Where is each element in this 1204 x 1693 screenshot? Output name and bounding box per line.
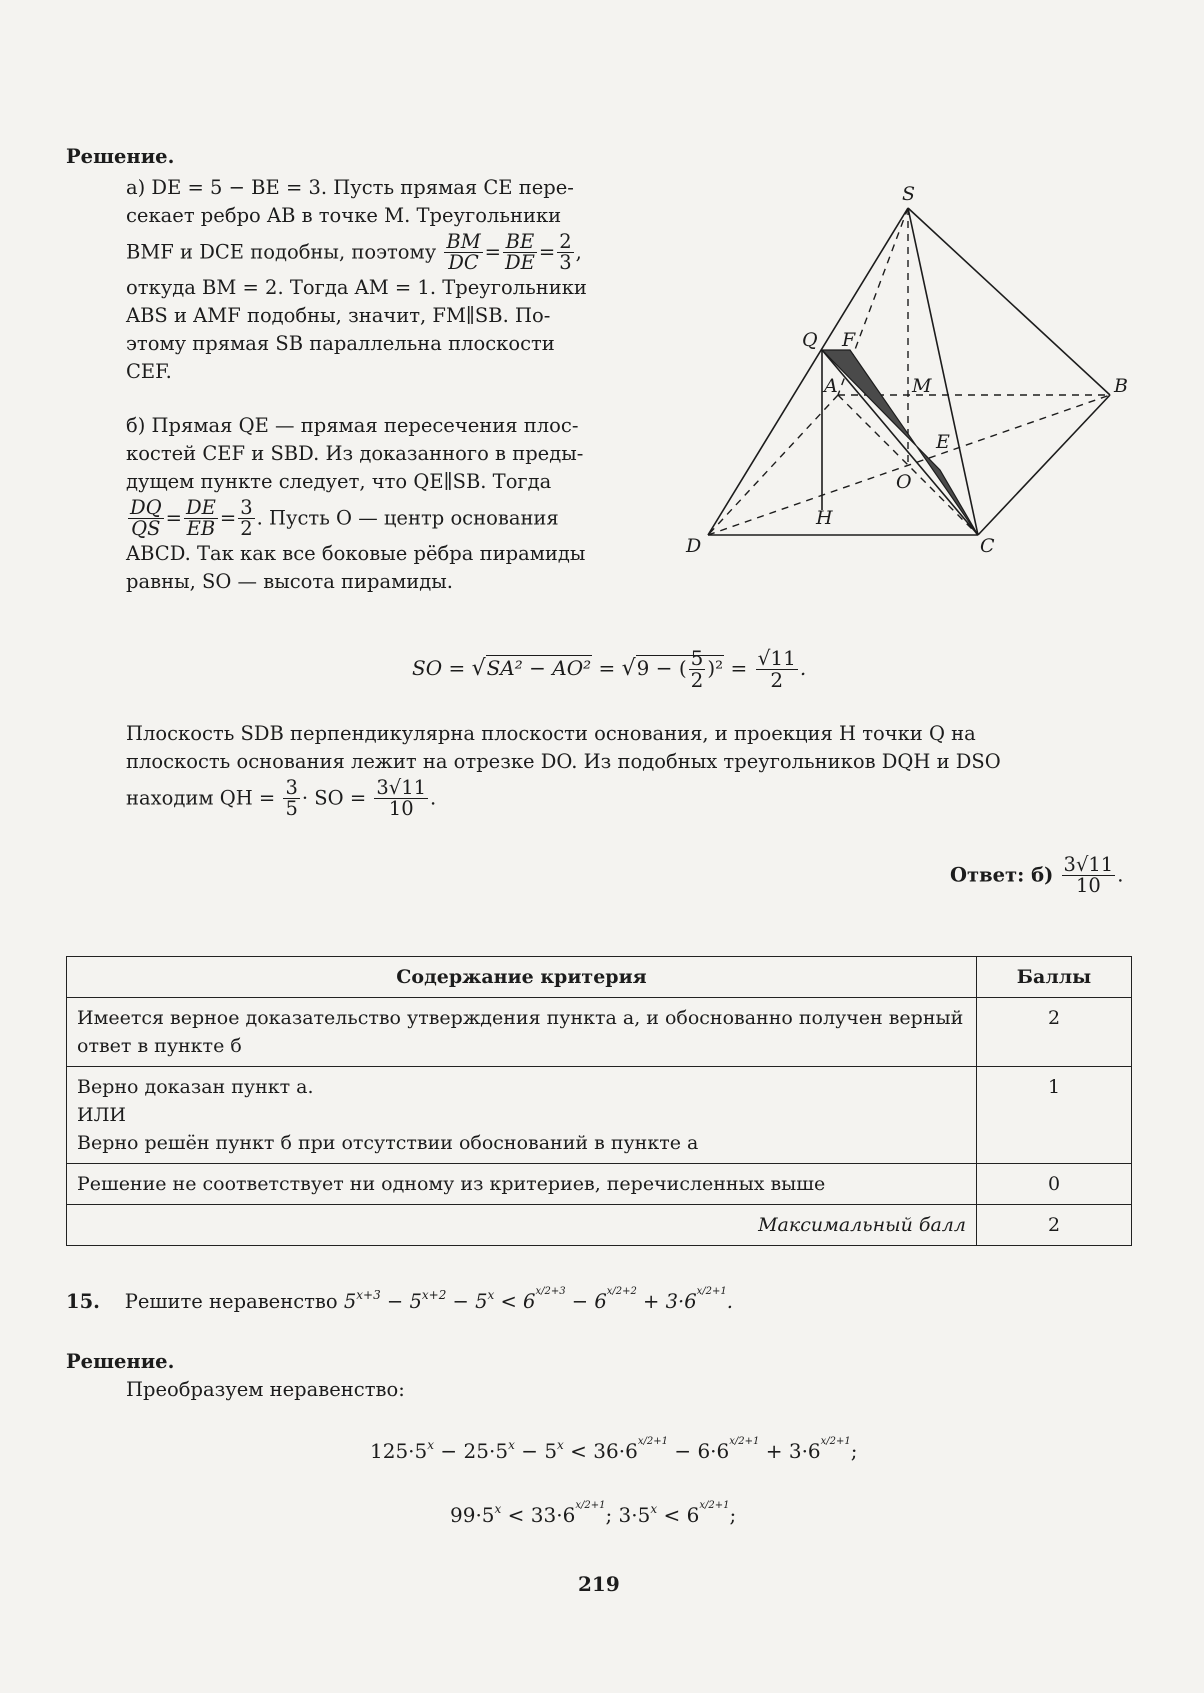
criterion-points: 0 (977, 1164, 1132, 1205)
table-row (67, 1067, 1132, 1164)
part-b-line: дущем пункте следует, что QE∥SB. Тогда (126, 470, 552, 493)
label-m: M (912, 375, 932, 397)
part-b-line: б) Прямая QE — прямая пересечения плос- (126, 414, 579, 437)
problem-15 (66, 1278, 733, 1316)
part-a (126, 174, 646, 386)
part-b-line: костей CEF и SBD. Из доказанного в преды- (126, 442, 584, 465)
fraction-bm-dc: $\frac{BM}{DC}$ (446, 230, 481, 275)
table-max-row (67, 1205, 1132, 1246)
criterion-points: 2 (977, 998, 1132, 1067)
fraction-be-de: $\frac{BE}{DE}$ (505, 230, 535, 275)
part-b (126, 412, 646, 596)
diagonal-db (708, 395, 1110, 535)
answer: Ответ: б) $\frac{3√11}{10}$ . (950, 853, 1124, 898)
criterion-text: Имеется верное доказательство утверждения пункта а, и обоснованно получен верный ответ в пункте б (67, 998, 977, 1067)
part-a-line: а) DE = 5 − BE = 3. Пусть прямая CE пере- (126, 176, 574, 199)
plane-line-formula: находим QH = $\frac{3}{5}$ · SO = $\frac{3√11}{10}$ . (126, 776, 437, 821)
problem-inequality: $5^{x+3} - 5^{x+2} - 5^x < 6^{x/2+3} - 6^{x/2+2} + 3\cdot 6^{x/2+1}$. (343, 1286, 733, 1313)
solution-15-line-2: $99\cdot 5^x < 33\cdot 6^{x/2+1}$; $3\cdot 5^x < 6^{x/2+1}$; (450, 1500, 737, 1527)
label-q: Q (802, 329, 818, 351)
label-b: B (1114, 375, 1128, 397)
label-h: H (816, 507, 833, 529)
fraction-sqrt11-2: $\frac{√11}{2}$ (757, 646, 796, 692)
pyramid-figure (680, 170, 1140, 570)
edge-sd (708, 208, 908, 535)
point-labels (685, 183, 1128, 557)
fraction-3-5: $\frac{3}{5}$ (285, 776, 298, 821)
part-a-line-fractions: BMF и DCE подобны, поэтому $\frac{BM}{DC}$ = $\frac{BE}{DE}$ = $\frac{2}{3}$ , (126, 230, 582, 275)
fraction-dq-qs: $\frac{DQ}{QS}$ (130, 496, 162, 541)
part-a-line: этому прямая SB параллельна плоскости (126, 331, 555, 355)
criterion-points: 1 (977, 1067, 1132, 1164)
problem-number: 15. (66, 1290, 100, 1313)
part-b-line: ABCD. Так как все боковые рёбра пирамиды (126, 541, 586, 565)
criterion-text: Решение не соответствует ни одному из критериев, перечисленных выше (67, 1164, 977, 1205)
label-a: A (824, 375, 838, 397)
criterion-text: Верно доказан пункт а. ИЛИ Верно решён пункт б при отсутствии обоснований в пункте а (67, 1067, 977, 1164)
part-a-line: ABS и AMF подобны, значит, FM∥SB. По- (126, 303, 551, 327)
answer-fraction: $\frac{3√11}{10}$ (1063, 853, 1114, 898)
header-points: Баллы (977, 957, 1132, 998)
solution-heading: Решение. (66, 145, 175, 168)
part-a-line: откуда BM = 2. Тогда AM = 1. Треугольники (126, 275, 587, 299)
label-c: C (980, 535, 995, 557)
edge-sc (908, 208, 978, 535)
table-row (67, 998, 1132, 1067)
criteria-table (66, 956, 1132, 1246)
label-e: E (936, 431, 950, 453)
label-f: F (842, 329, 856, 351)
plane-line: Плоскость SDB перпендикулярна плоскости основания, и проекция H точки Q на (126, 722, 976, 745)
table-header-row (67, 957, 1132, 998)
solution-15-heading: Решение. (66, 1350, 175, 1373)
part-a-line: секает ребро AB в точке M. Треугольники (126, 204, 562, 227)
label-s: S (902, 183, 916, 205)
label-d: D (686, 535, 702, 557)
fraction-de-eb: $\frac{DE}{EB}$ (185, 496, 216, 541)
page-number: 219 (578, 1572, 620, 1596)
part-b-line-fractions: $\frac{DQ}{QS}$ = $\frac{DE}{EB}$ = $\frac{3}{2}$ . Пусть O — центр основания (130, 496, 559, 541)
part-a-line: CEF. (126, 359, 172, 383)
so-formula: SO = √SA² − AO² = √9 − ( $\frac{5}{2}$ )² = $\frac{√11}{2}$ . (412, 646, 807, 692)
header-criterion: Содержание критерия (67, 957, 977, 998)
fraction-2-3: $\frac{2}{3}$ (559, 230, 572, 275)
fraction-3sqrt11-10: $\frac{3√11}{10}$ (376, 776, 427, 821)
plane-paragraph (126, 720, 1136, 820)
label-o: O (896, 471, 912, 493)
problem-text: Решите неравенство (124, 1290, 338, 1313)
solution-15-line-1: $125\cdot 5^x - 25\cdot 5^x - 5^x < 36\cdot 6^{x/2+1} - 6\cdot 6^{x/2+1} + 3\cdot 6^{x/2+1}$; (370, 1436, 858, 1463)
edge-cb (978, 395, 1110, 535)
max-score-label: Максимальный балл (67, 1205, 977, 1246)
plane-line: плоскость основания лежит на отрезке DO. Из подобных треугольников DQH и DSO (126, 750, 1001, 773)
max-score-value: 2 (977, 1205, 1132, 1246)
segment-qc (822, 350, 978, 535)
table-row (67, 1164, 1132, 1205)
part-b-line: равны, SO — высота пирамиды. (126, 569, 454, 593)
solution-15-intro: Преобразуем неравенство: (126, 1378, 405, 1401)
fraction-3-2: $\frac{3}{2}$ (240, 496, 253, 541)
edge-sb (908, 208, 1110, 395)
